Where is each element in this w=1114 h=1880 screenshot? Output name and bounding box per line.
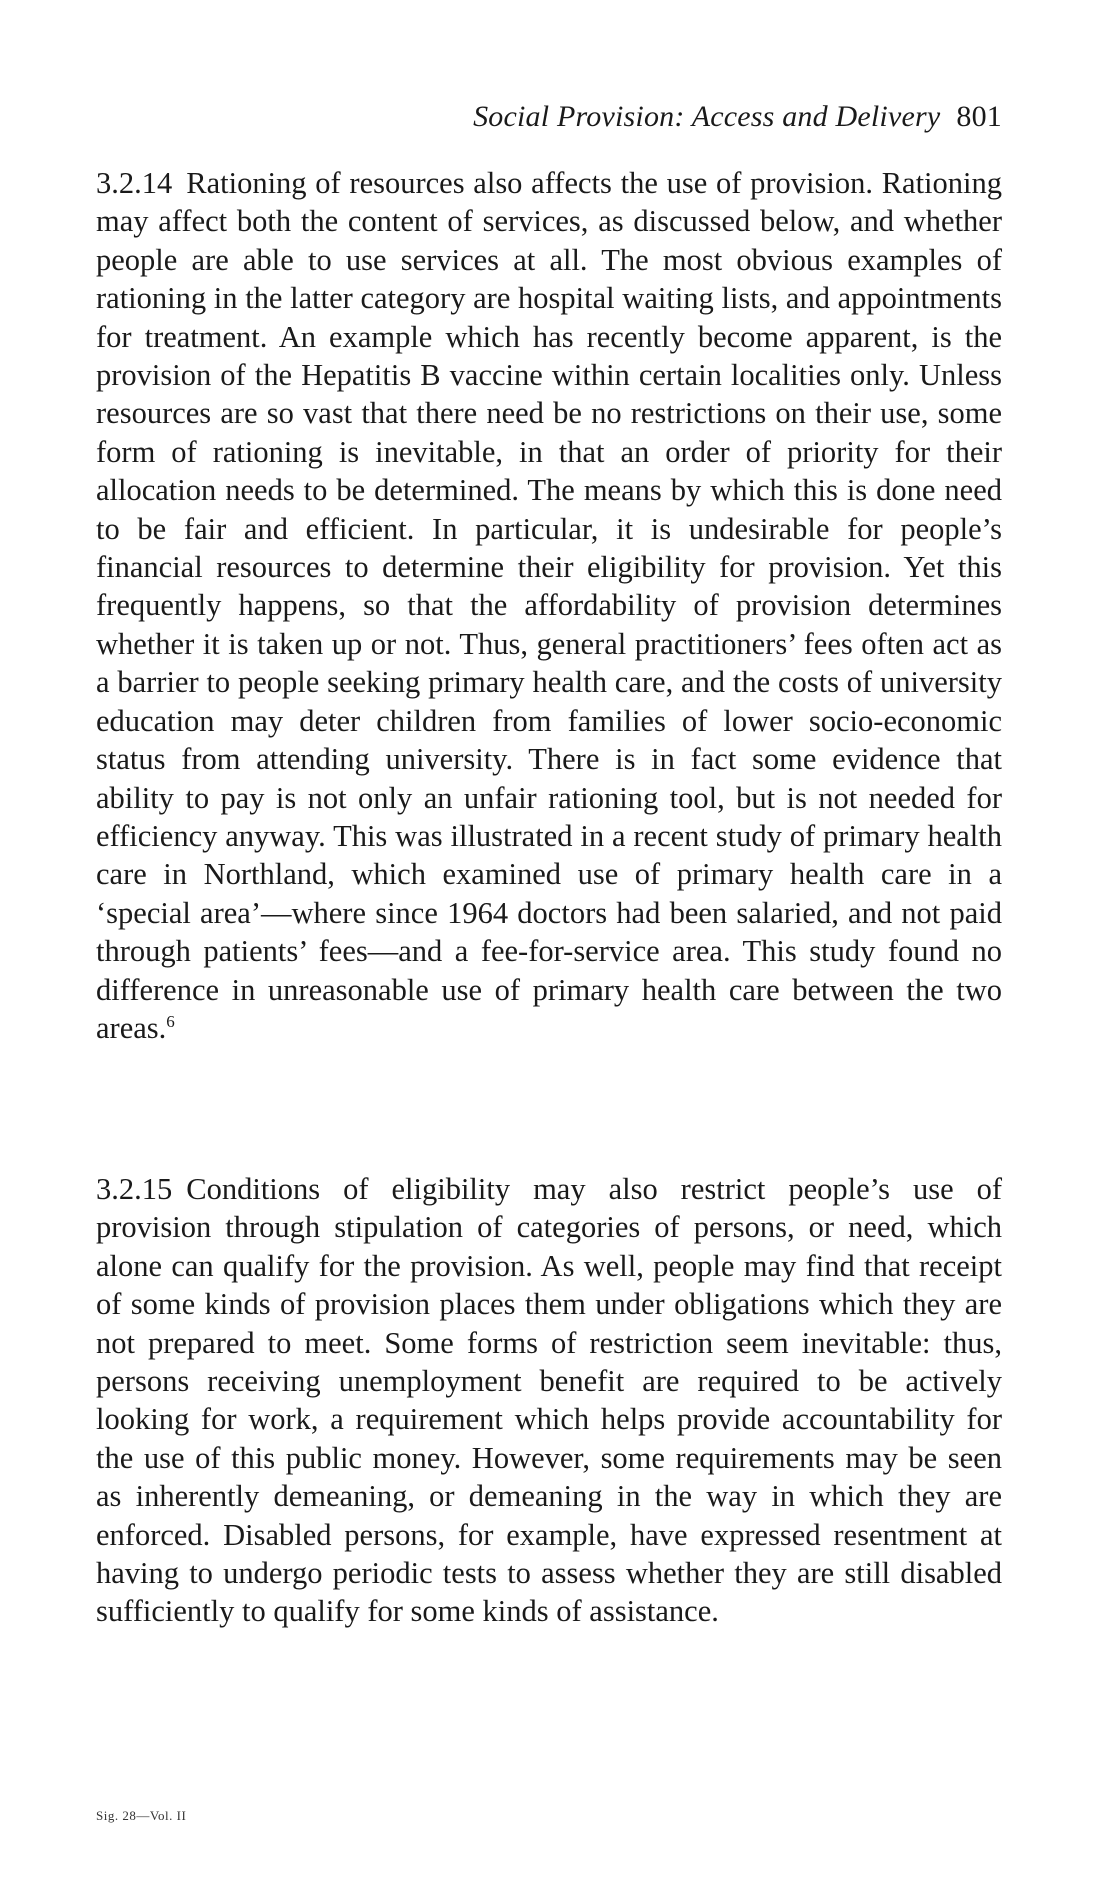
paragraph-text: Conditions of eligibility may also restrict people’s use of provision through stipulation of categories of persons, or need, which alone can qualify for the provision. As well, people may find that receipt of some kinds of provision places them under obligations which they are not prepared to meet. Some forms of restriction seem inevitable: thus, persons receiving unemployment benefit are required to be actively looking for work, a requirement which helps provide accountability for the use of this public money. However, some requirements may be seen as inherently demeaning, or demeaning in the way in which they are enforced. Disabled persons, for example, have expressed resentment at having to undergo periodic tests to assess whether they are still disabled sufficiently to qualify for some kinds of assistance.	[96, 1172, 1002, 1629]
paragraph-number: 3.2.14	[96, 166, 173, 200]
page-number: 801	[956, 100, 1002, 133]
running-head-title: Social Provision: Access and Delivery	[473, 100, 941, 133]
paragraph-text: Rationing of resources also affects the use of provision. Rationing may affect both the content of services, as discussed below, and whether people are able to use services at all. The most obvious examples of rationing in the latter category are hospital waiting lists, and appointments for treatment. An example which has recently become apparent, is the provision of the Hepatitis B vaccine within certain localities only. Unless resources are so vast that there need be no restrictions on their use, some form of rationing is inevitable, in that an order of priority for their allocation needs to be determined. The means by which this is done need to be fair and efficient. In particular, it is undesirable for people’s financial resources to determine their eligibility for provision. Yet this frequently happens, so that the affordability of provision determines whether it is taken up or not. Thus, general practitioners’ fees often act as a barrier to people seeking primary health care, and the costs of university education may deter children from families of lower socio-economic status from attending university. There is in fact some evidence that ability to pay is not only an unfair rationing tool, but is not needed for efficiency anyway. This was illustrated in a recent study of primary health care in Northland, which examined use of primary health care in a ‘special area’—where since 1964 doctors had been salaried, and not paid through patients’ fees—and a fee-for-service area. This study found no difference in unreasonable use of primary health care between the two areas.	[96, 166, 1002, 1045]
signature-mark: Sig. 28—Vol. II	[96, 1808, 187, 1823]
footnote-reference: 6	[166, 1011, 175, 1031]
paragraph-3-2-15	[96, 1170, 1002, 1631]
running-head	[473, 100, 1002, 134]
paragraph-3-2-14	[96, 164, 1002, 1047]
paragraph-number: 3.2.15	[96, 1172, 173, 1206]
